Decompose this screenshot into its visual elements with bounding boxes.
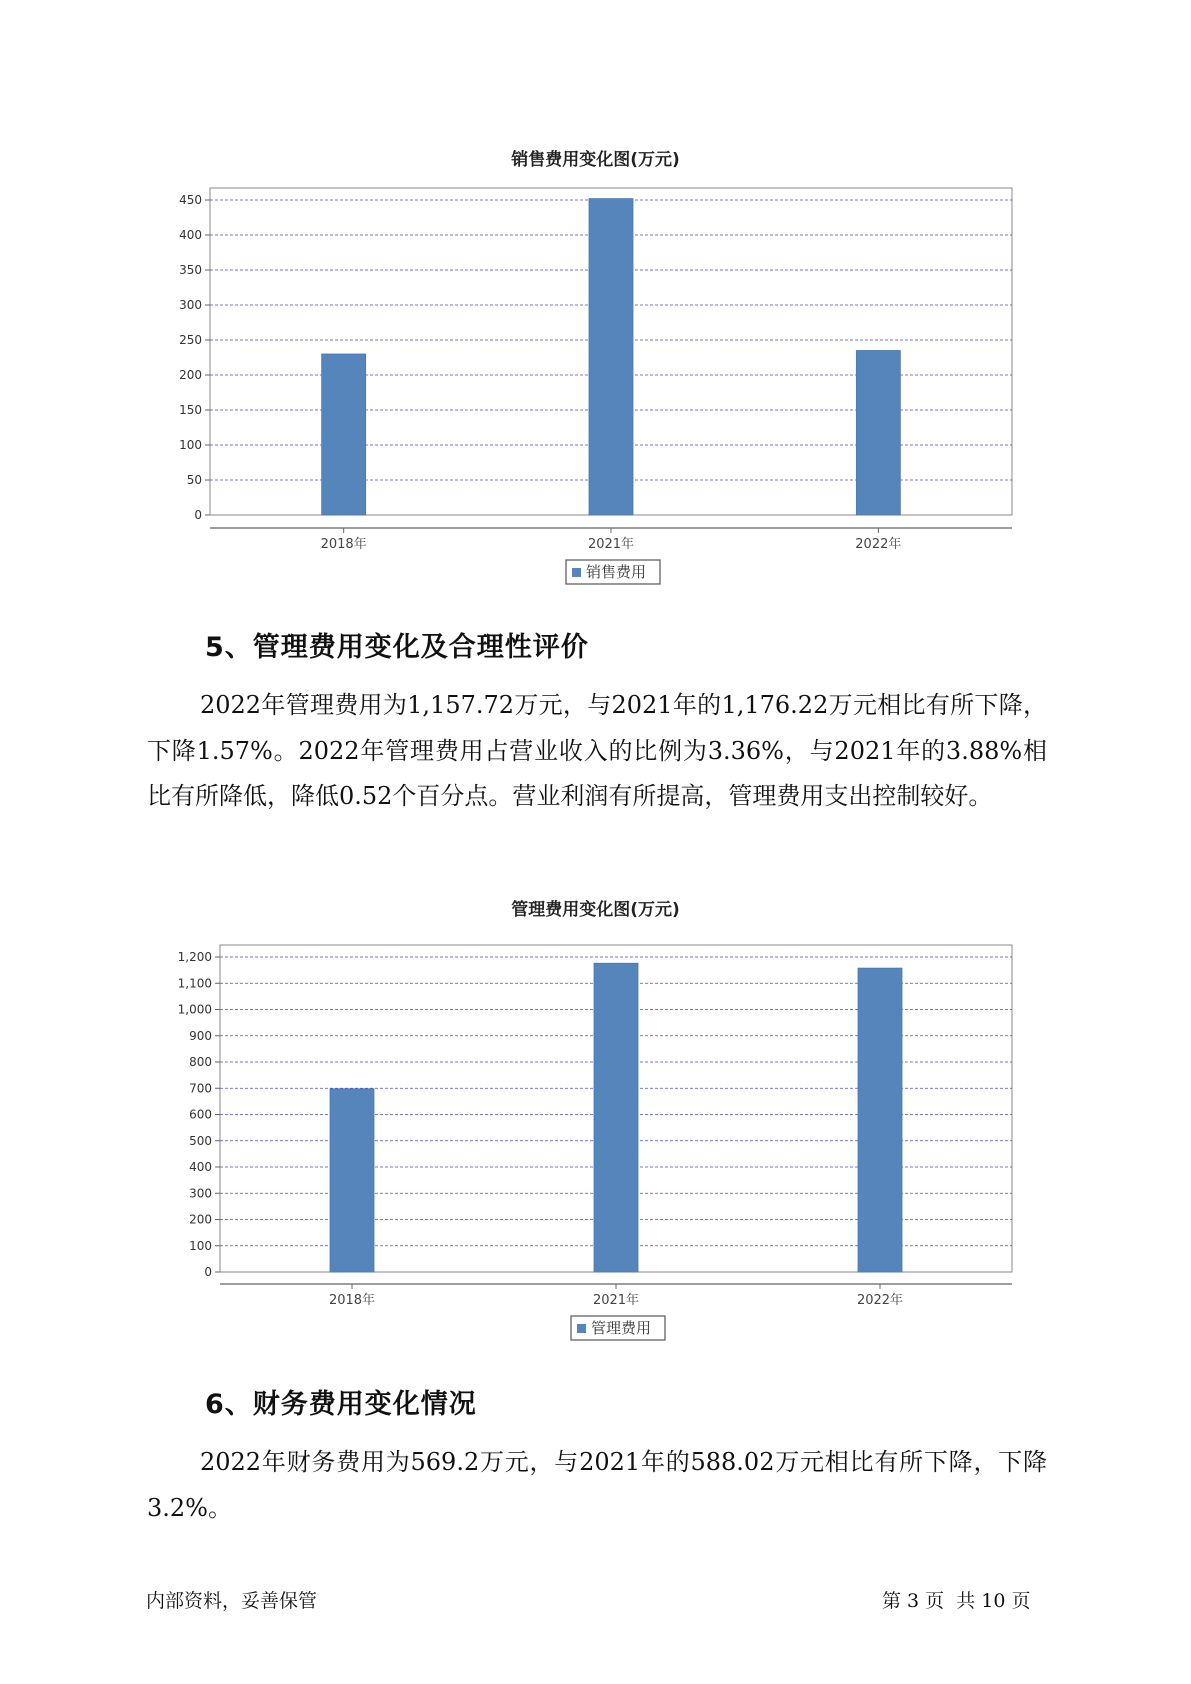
admin-expense-chart [0,920,1191,1350]
y-tick-label: 700 [189,1081,212,1096]
footer-confidential-note: 内部资料，妥善保管 [146,1590,318,1612]
legend-swatch [577,1324,586,1333]
legend-label: 销售费用 [586,563,647,581]
y-tick-label: 200 [189,1212,212,1227]
y-tick-label: 400 [179,228,202,242]
section-6-paragraph: 2022年财务费用为569.2万元，与2021年的588.02万元相比有所下降，下降3.2%。 [147,1448,1047,1522]
y-tick-label: 100 [189,1238,212,1253]
section-5-paragraph: 2022年管理费用为1,157.72万元，与2021年的1,176.22万元相比有所下降，下降1.57%。2022年管理费用占营业收入的比例为3.36%，与2021年的3.88%相比有所降低，降低0.52个百分点。营业利润有所提高，管理费用支出控制较好。 [147,691,1047,810]
x-tick-label: 2021年 [592,1293,640,1308]
y-tick-label: 300 [189,1186,212,1201]
legend [566,560,660,584]
y-tick-label: 50 [186,473,202,487]
bar-2021年 [589,199,633,515]
y-tick-label: 800 [189,1055,212,1069]
bar-2022年 [858,968,902,1272]
y-tick-label: 900 [189,1028,212,1043]
x-tick-label: 2022年 [855,537,902,552]
section-6-heading: 6、财务费用变化情况 [205,1389,477,1420]
y-tick-label: 200 [179,368,202,382]
y-tick-label: 1,200 [177,950,212,964]
x-tick-label: 2018年 [320,537,367,552]
chart-title-admin: 管理费用变化图(万元) [511,900,680,920]
x-tick-label: 2018年 [328,1293,376,1308]
y-tick-label: 100 [179,438,202,452]
y-tick-label: 150 [179,403,202,417]
bar-2022年 [856,351,900,516]
x-tick-label: 2021年 [587,537,635,552]
y-tick-label: 1,000 [177,1002,212,1017]
legend-label: 管理费用 [591,1319,652,1337]
bar-2021年 [594,963,638,1272]
y-tick-label: 0 [194,508,202,522]
y-tick-label: 600 [189,1107,212,1122]
y-tick-label: 1,100 [177,976,212,991]
legend-swatch [572,568,581,577]
y-tick-label: 350 [179,263,202,277]
y-tick-label: 300 [179,298,202,312]
section-5-heading: 5、管理费用变化及合理性评价 [205,632,589,663]
bar-2018年 [322,354,366,515]
chart-title-sales: 销售费用变化图(万元) [511,150,680,170]
bar-2018年 [330,1089,374,1272]
y-tick-label: 450 [179,193,202,207]
y-tick-label: 500 [189,1133,212,1148]
footer-page-number: 第 3 页 共 10 页 [882,1590,1031,1612]
y-tick-label: 400 [189,1160,212,1174]
y-tick-label: 250 [179,333,202,347]
sales-expense-chart [0,170,1191,590]
y-tick-label: 0 [204,1265,212,1279]
legend [571,1316,665,1340]
x-tick-label: 2022年 [856,1293,904,1308]
